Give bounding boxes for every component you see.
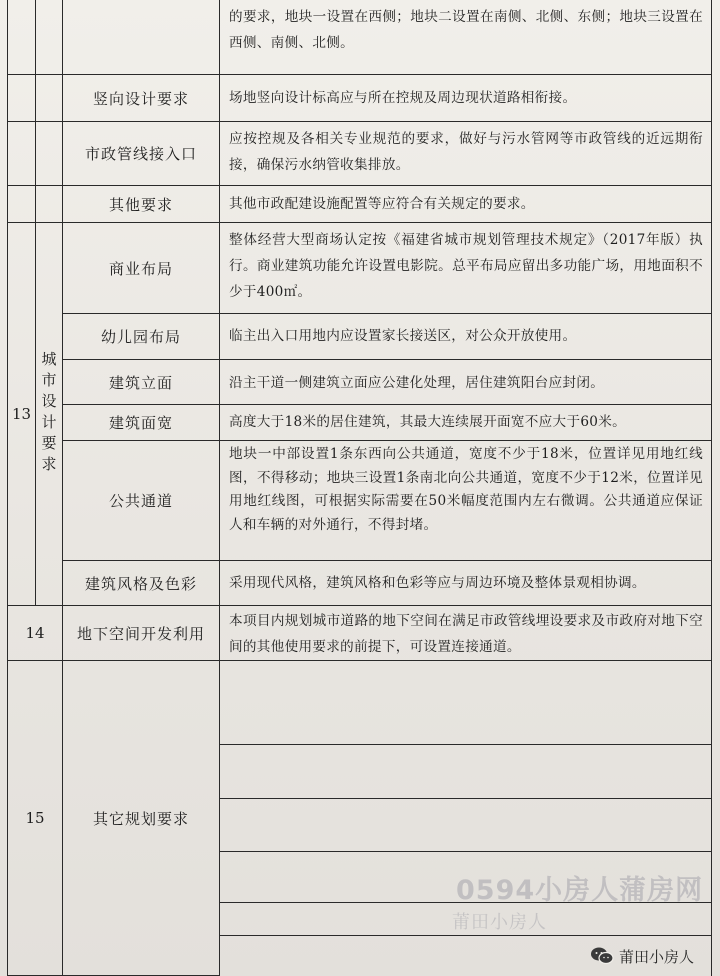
row0-blank-category [35, 0, 63, 75]
label-building-width: 建筑面宽 [62, 404, 220, 441]
section13-number: 13 [7, 222, 36, 606]
other-planning-item-3 [219, 798, 712, 852]
other-planning-item-1 [219, 660, 712, 745]
label-vertical-design: 竖向设计要求 [62, 74, 220, 122]
section14-number: 14 [7, 605, 63, 661]
wechat-account-name: 莆田小房人 [619, 947, 695, 966]
other-planning-item-2 [219, 744, 712, 799]
row0-blank-number [7, 0, 36, 75]
label-municipal-pipeline: 市政管线接入口 [62, 121, 220, 186]
row2-blank-category [35, 121, 63, 186]
wechat-account-badge [590, 940, 718, 972]
content-commercial-layout: 整体经营大型商场认定按《福建省城市规划管理技术规定》（2017年版）执行。商业建筑功能允许设置电影院。总平布局应留出多功能广场，用地面积不少于400㎡。 [219, 222, 712, 314]
label-architectural-style: 建筑风格及色彩 [62, 560, 220, 606]
content-public-passage: 地块一中部设置1条东西向公共通道，宽度不少于18米，位置详见用地红线图，不得移动；地块三设置1条南北向公共通道，宽度不少于12米，位置详见用地红线图，可根据实际需要在50米幅度范围内左右微调。公共通道应保证人和车辆的对外通行，不得封堵。 [219, 440, 712, 561]
section13-category [35, 222, 63, 606]
content-other-requirements: 其他市政配建设施配置等应符合有关规定的要求。 [219, 185, 712, 223]
content-municipal-pipeline: 应按控规及各相关专业规范的要求，做好与污水管网等市政管线的近远期衔接，确保污水纳管收集排放。 [219, 121, 712, 186]
row2-blank-number [7, 121, 36, 186]
row3-blank-number [7, 185, 36, 223]
row1-blank-number [7, 74, 36, 122]
label-commercial-layout: 商业布局 [62, 222, 220, 314]
label-other-planning: 其它规划要求 [62, 660, 220, 976]
wechat-icon [590, 946, 614, 966]
content-building-facade: 沿主干道一侧建筑立面应公建化处理，居住建筑阳台应封闭。 [219, 359, 712, 405]
content-architectural-style: 采用现代风格，建筑风格和色彩等应与周边环境及整体景观相协调。 [219, 560, 712, 606]
label-building-facade: 建筑立面 [62, 359, 220, 405]
content-building-width: 高度大于18米的居住建筑，其最大连续展开面宽不应大于60米。 [219, 404, 712, 441]
watermark-line2: 莆田小房人 [452, 912, 547, 933]
content-kindergarten-layout: 临主出入口用地内应设置家长接送区，对公众开放使用。 [219, 313, 712, 360]
label-kindergarten-layout: 幼儿园布局 [62, 313, 220, 360]
row3-blank-category [35, 185, 63, 223]
watermark-line1: 0594小房人蒲房网 [456, 875, 704, 906]
label-public-passage: 公共通道 [62, 440, 220, 561]
row1-blank-category [35, 74, 63, 122]
label-other-requirements: 其他要求 [62, 185, 220, 223]
section13-category-text: 城市设计要求 [39, 351, 58, 477]
row0-content: 的要求，地块一设置在西侧；地块二设置在南侧、北侧、东侧；地块三设置在西侧、南侧、北侧。 [219, 0, 712, 75]
label-underground-space: 地下空间开发利用 [62, 605, 220, 661]
row0-blank-label [62, 0, 220, 75]
content-underground-space: 本项目内规划城市道路的地下空间在满足市政管线埋设要求及市政府对地下空间的其他使用要求的前提下，可设置连接通道。 [219, 605, 712, 661]
content-vertical-design: 场地竖向设计标高应与所在控规及周边现状道路相衔接。 [219, 74, 712, 122]
section15-number: 15 [7, 660, 63, 976]
